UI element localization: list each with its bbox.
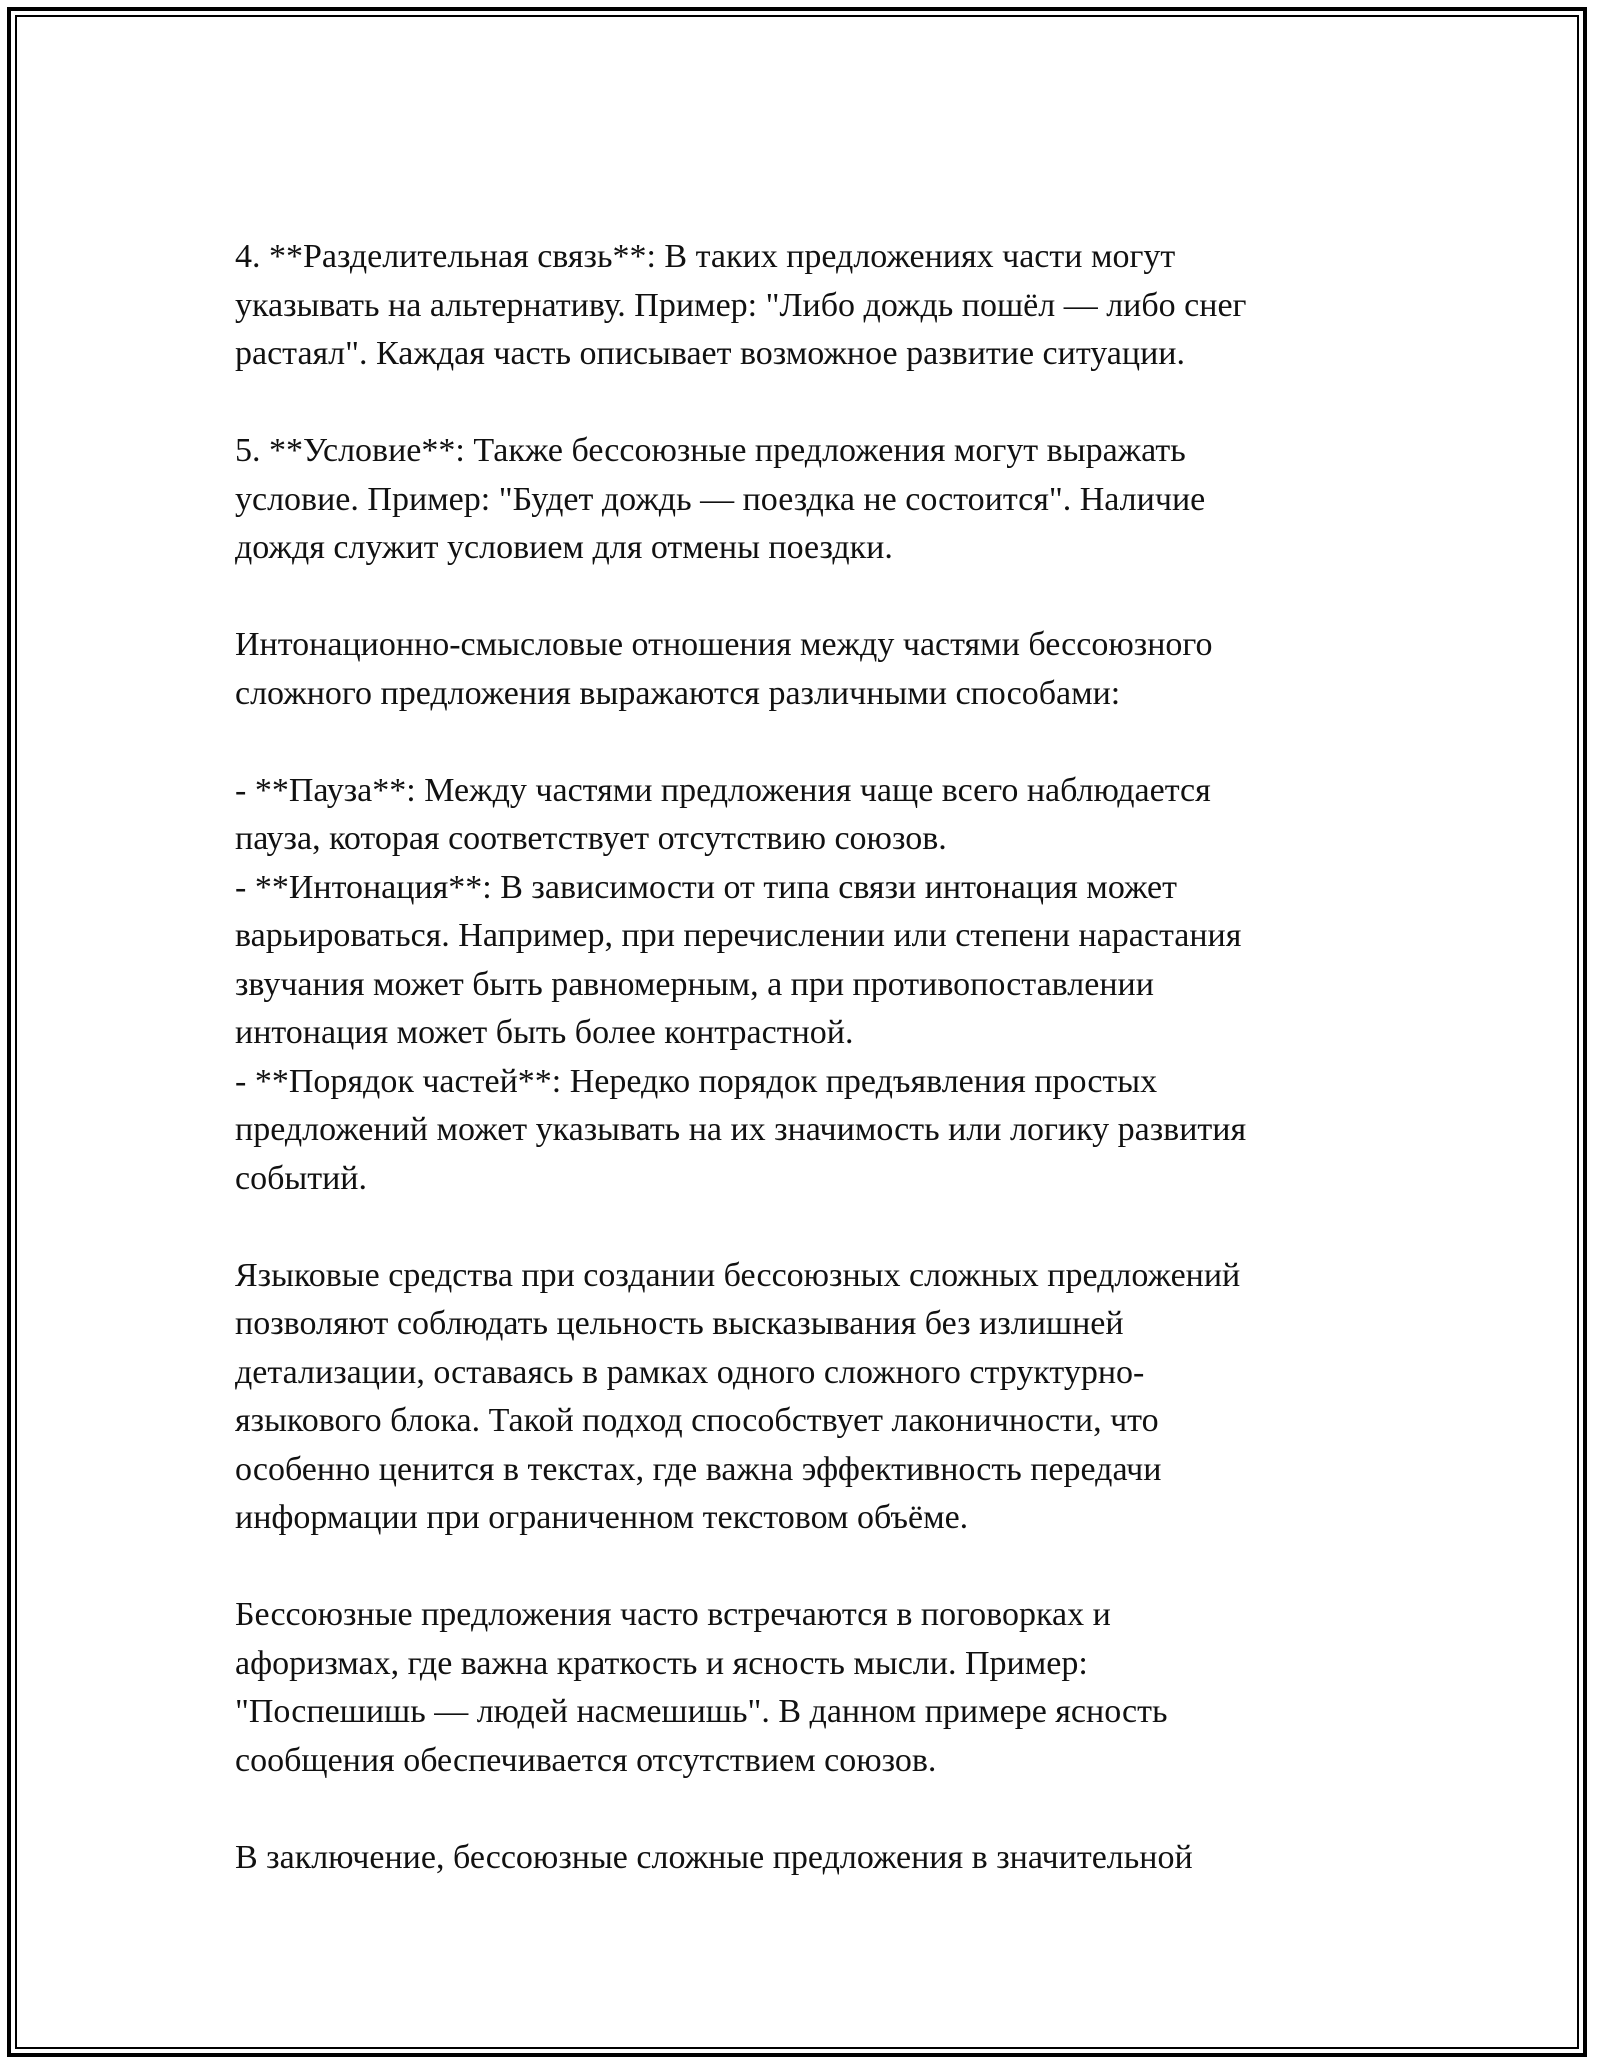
document-body xyxy=(235,233,1385,1931)
text-line: 4. **Разделительная связь**: В таких предложениях части могут xyxy=(235,238,1176,275)
text-line: интонация может быть более контрастной. xyxy=(235,1014,854,1051)
text-line: афоризмах, где важна краткость и ясность мысли. Пример: xyxy=(235,1644,1088,1682)
text-line: особенно ценится в текстах, где важна эффективность передачи xyxy=(235,1450,1162,1488)
text-line: информации при ограниченном текстовом объёме. xyxy=(235,1499,969,1536)
text-line: растаял". Каждая часть описывает возможное развитие ситуации. xyxy=(235,335,1185,372)
text-line: языкового блока. Такой подход способствует лаконичности, что xyxy=(235,1402,1159,1439)
text-line: - **Порядок частей**: Нередко порядок предъявления простых xyxy=(235,1062,1158,1100)
list-item-order xyxy=(235,1058,1385,1204)
paragraph-proverbs xyxy=(235,1591,1385,1785)
paragraph-condition xyxy=(235,427,1385,573)
text-line: 5. **Условие**: Также бессоюзные предложения могут выражать xyxy=(235,432,1186,469)
means-list xyxy=(235,767,1385,1204)
paragraph-conclusion xyxy=(235,1834,1385,1883)
text-line: Бессоюзные предложения часто встречаются в поговорках и xyxy=(235,1596,1111,1633)
text-line: - **Интонация**: В зависимости от типа связи интонация может xyxy=(235,868,1177,906)
paragraph-language-means xyxy=(235,1252,1385,1543)
text-line: предложений может указывать на их значимость или логику развития xyxy=(235,1111,1247,1148)
text-line: В заключение, бессоюзные сложные предложения в значительной xyxy=(235,1838,1193,1876)
text-line: сложного предложения выражаются различными способами: xyxy=(235,674,1121,712)
text-line: Интонационно-смысловые отношения между частями бессоюзного xyxy=(235,626,1213,663)
text-line: позволяют соблюдать цельность высказывания без излишней xyxy=(235,1305,1124,1342)
text-line: пауза, которая соответствует отсутствию союзов. xyxy=(235,820,947,857)
text-line: варьироваться. Например, при перечислении или степени нарастания xyxy=(235,917,1242,954)
text-line: "Поспешишь — людей насмешишь". В данном примере ясность xyxy=(235,1693,1168,1730)
text-line: Языковые средства при создании бессоюзных сложных предложений xyxy=(235,1256,1241,1294)
list-item-intonation xyxy=(235,864,1385,1058)
paragraph-disjunctive-link xyxy=(235,233,1385,379)
text-line: событий. xyxy=(235,1159,367,1197)
text-line: звучания может быть равномерным, а при противопоставлении xyxy=(235,965,1154,1003)
text-line: дождя служит условием для отмены поездки. xyxy=(235,529,893,566)
list-item-pause xyxy=(235,767,1385,864)
text-line: указывать на альтернативу. Пример: "Либо дождь пошёл — либо снег xyxy=(235,286,1247,324)
text-line: - **Пауза**: Между частями предложения чаще всего наблюдается xyxy=(235,771,1211,809)
text-line: условие. Пример: "Будет дождь — поездка не состоится". Наличие xyxy=(235,480,1206,518)
paragraph-intonation-intro xyxy=(235,621,1385,718)
text-line: сообщения обеспечивается отсутствием союзов. xyxy=(235,1741,937,1779)
text-line: детализации, оставаясь в рамках одного сложного структурно- xyxy=(235,1353,1145,1391)
